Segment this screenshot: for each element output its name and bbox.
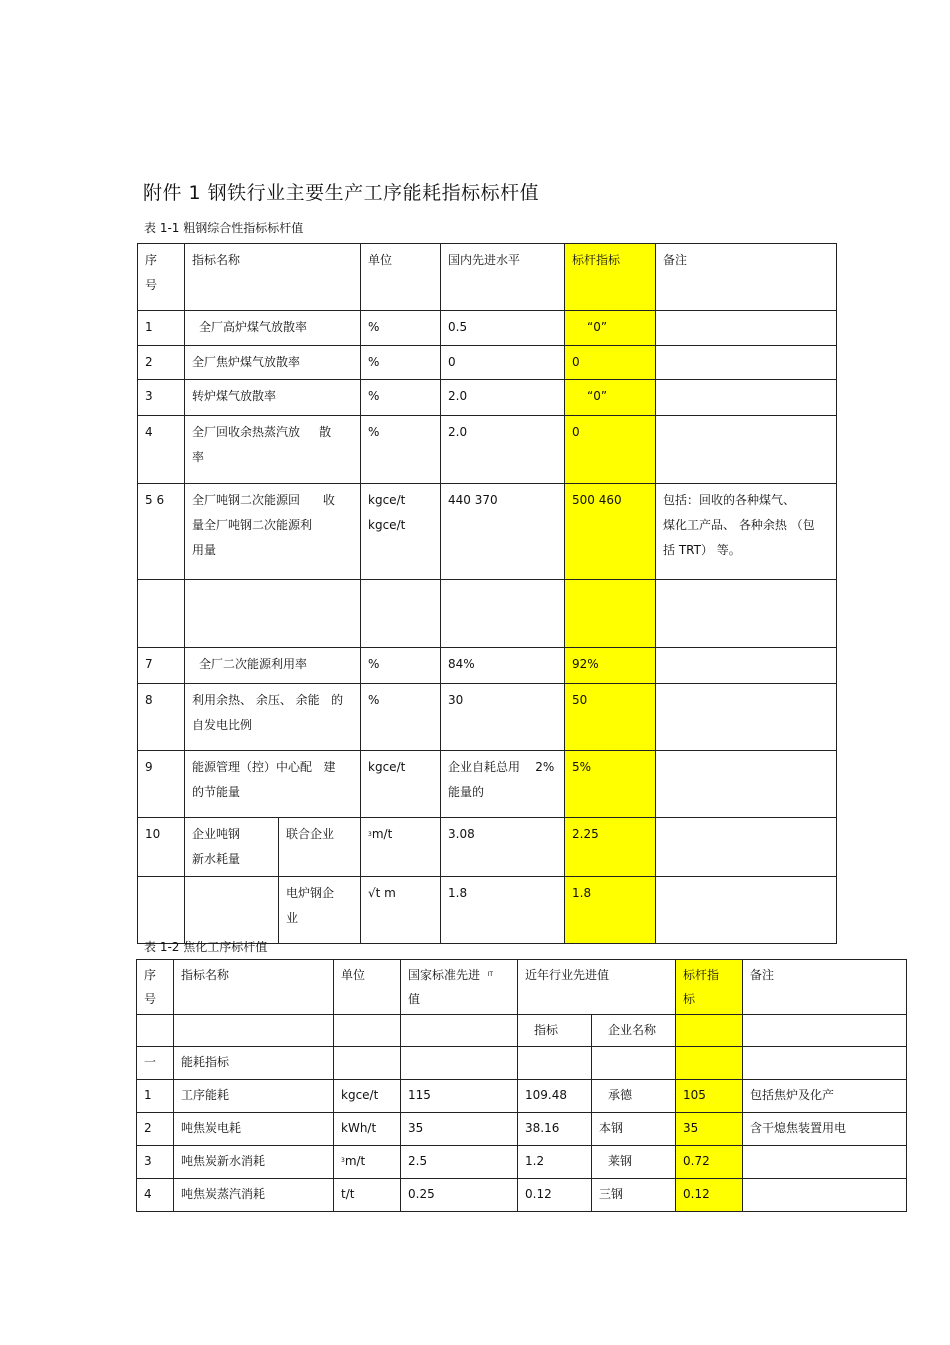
row-name: 全厂焦炉煤气放散率: [185, 346, 361, 380]
header-benchmark: 标杆指标: [565, 244, 656, 311]
header-seq: 序 号: [137, 960, 174, 1015]
row-seq: 9: [138, 751, 185, 818]
row-seq: 2: [137, 1113, 174, 1146]
row-seq: 7: [138, 648, 185, 684]
header-remark: 备注: [743, 960, 907, 1015]
row-benchmark: 0: [565, 416, 656, 484]
row-company: 承德: [592, 1080, 676, 1113]
row-remark: [656, 751, 837, 818]
row-national: 2.5: [401, 1146, 518, 1179]
row-name: [185, 877, 279, 944]
row-remark: [656, 416, 837, 484]
header-unit: 单位: [334, 960, 401, 1015]
row-seq: 3: [137, 1146, 174, 1179]
row-national: 0.25: [401, 1179, 518, 1212]
table-row: [137, 1113, 907, 1146]
row-seq: 5 6: [138, 484, 185, 580]
row-benchmark: “0”: [565, 380, 656, 416]
row-remark: 包括焦炉及化产: [743, 1080, 907, 1113]
row-indicator: 1.2: [518, 1146, 592, 1179]
header-recent: 近年行业先进值: [518, 960, 676, 1015]
table-row: [138, 380, 837, 416]
table-row: [137, 1080, 907, 1113]
row-unit: %: [361, 416, 441, 484]
row-seq: 4: [137, 1179, 174, 1212]
row-indicator: 0.12: [518, 1179, 592, 1212]
row-benchmark: 0.72: [676, 1146, 743, 1179]
row-unit: kgce/t: [334, 1080, 401, 1113]
row-domestic: 2.0: [441, 380, 565, 416]
row-remark: 包括：回收的各种煤气、 煤化工产品、 各种余热 （包 括 TRT） 等。: [656, 484, 837, 580]
row-remark: [743, 1179, 907, 1212]
table-row: [138, 684, 837, 751]
row-domestic: 2.0: [441, 416, 565, 484]
row-unit: kgce/t: [361, 751, 441, 818]
row-benchmark: 1.8: [565, 877, 656, 944]
row-unit: %: [361, 684, 441, 751]
row-unit: %: [361, 380, 441, 416]
table-row-empty: [138, 580, 837, 648]
row-remark: [656, 684, 837, 751]
row-benchmark: 5%: [565, 751, 656, 818]
row-remark: [656, 346, 837, 380]
header-remark: 备注: [656, 244, 837, 311]
header-benchmark: 标杆指 标: [676, 960, 743, 1015]
row-benchmark: [565, 580, 656, 648]
section-name: 能耗指标: [174, 1047, 334, 1080]
row-name: 全厂回收余热蒸汽放 散 率: [185, 416, 361, 484]
row-unit: $^3$m/t: [334, 1146, 401, 1179]
row-remark: [656, 311, 837, 346]
table-row: [137, 1146, 907, 1179]
header-unit: 单位: [361, 244, 441, 311]
row-name: 吨焦炭蒸汽消耗: [174, 1179, 334, 1212]
row-name: 全厂二次能源利用率: [185, 648, 361, 684]
row-seq: 8: [138, 684, 185, 751]
row-seq: 10: [138, 818, 185, 877]
row-name: 全厂高炉煤气放散率: [185, 311, 361, 346]
table-row: [138, 484, 837, 580]
row-national: 115: [401, 1080, 518, 1113]
row-benchmark: 2.25: [565, 818, 656, 877]
row-unit: %: [361, 346, 441, 380]
row-seq: 1: [137, 1080, 174, 1113]
row-domestic: 0.5: [441, 311, 565, 346]
row-seq: 4: [138, 416, 185, 484]
row-subtype: 电炉钢企 业: [279, 877, 361, 944]
row-indicator: 109.48: [518, 1080, 592, 1113]
header-name: 指标名称: [174, 960, 334, 1015]
table-row: [138, 877, 837, 944]
row-benchmark: 0: [565, 346, 656, 380]
header-seq: 序 号: [138, 244, 185, 311]
header-sub-company: 企业名称: [592, 1015, 676, 1047]
table2-header-row: [137, 960, 907, 1015]
row-name: 能源管理（控）中心配 建 的节能量: [185, 751, 361, 818]
row-seq: 1: [138, 311, 185, 346]
table1-caption: 表 1-1 粗钢综合性指标标杆值: [144, 221, 304, 235]
page-title: 附件 1 钢铁行业主要生产工序能耗指标标杆值: [143, 182, 540, 204]
table2-caption: 表 1-2 焦化工序标杆值: [144, 940, 268, 954]
row-domestic: 1.8: [441, 877, 565, 944]
row-remark: [656, 648, 837, 684]
row-name: 全厂吨钢二次能源回 收 量全厂吨钢二次能源利 用量: [185, 484, 361, 580]
table2-section-row: [137, 1047, 907, 1080]
row-unit: kgce/t kgce/t: [361, 484, 441, 580]
table-row: [137, 1179, 907, 1212]
row-name: 利用余热、 余压、 余能 的 自发电比例: [185, 684, 361, 751]
row-name: [185, 580, 361, 648]
row-remark: [656, 580, 837, 648]
row-remark: [656, 877, 837, 944]
row-benchmark: 105: [676, 1080, 743, 1113]
row-name: 吨焦炭电耗: [174, 1113, 334, 1146]
row-name: 转炉煤气放散率: [185, 380, 361, 416]
row-remark: [743, 1146, 907, 1179]
table2: [136, 959, 907, 1212]
row-indicator: 38.16: [518, 1113, 592, 1146]
row-domestic: 84%: [441, 648, 565, 684]
row-benchmark: 92%: [565, 648, 656, 684]
row-benchmark: 500 460: [565, 484, 656, 580]
table2-subheader-row: [137, 1015, 907, 1047]
row-unit: %: [361, 648, 441, 684]
header-national-note: IT: [487, 971, 494, 978]
table1: [137, 243, 837, 944]
row-domestic: 0: [441, 346, 565, 380]
row-remark: 含干熄焦装置用电: [743, 1113, 907, 1146]
row-company: 莱钢: [592, 1146, 676, 1179]
row-seq: 3: [138, 380, 185, 416]
row-subtype: 联合企业: [279, 818, 361, 877]
table-row: [138, 648, 837, 684]
row-domestic: 440 370: [441, 484, 565, 580]
row-seq: [138, 580, 185, 648]
row-unit: [361, 580, 441, 648]
row-name: 企业吨钢 新水耗量: [185, 818, 279, 877]
row-seq: 2: [138, 346, 185, 380]
row-remark: [656, 818, 837, 877]
row-company: 三钢: [592, 1179, 676, 1212]
row-benchmark: 0.12: [676, 1179, 743, 1212]
header-name: 指标名称: [185, 244, 361, 311]
row-national: 35: [401, 1113, 518, 1146]
table-row: [138, 311, 837, 346]
unit-superscript: 3: [341, 1157, 345, 1164]
unit-superscript: 3: [368, 831, 372, 838]
row-unit: $^3$m/t: [361, 818, 441, 877]
row-unit: %: [361, 311, 441, 346]
header-sub-indicator: 指标: [518, 1015, 592, 1047]
row-unit: kWh/t: [334, 1113, 401, 1146]
row-unit: t/t: [334, 1179, 401, 1212]
table-row: [138, 818, 837, 877]
table-row: [138, 346, 837, 380]
table-row: [138, 751, 837, 818]
row-domestic: [441, 580, 565, 648]
row-unit: √t m: [361, 877, 441, 944]
row-seq: [138, 877, 185, 944]
row-remark: [656, 380, 837, 416]
row-benchmark: 35: [676, 1113, 743, 1146]
table1-header-row: [138, 244, 837, 311]
row-name: 工序能耗: [174, 1080, 334, 1113]
section-seq: 一: [137, 1047, 174, 1080]
row-company: 本钢: [592, 1113, 676, 1146]
header-domestic: 国内先进水平: [441, 244, 565, 311]
table-row: [138, 416, 837, 484]
header-national: 国家标准先进 $^{IT}$ 值: [401, 960, 518, 1015]
row-benchmark: 50: [565, 684, 656, 751]
row-domestic: 3.08: [441, 818, 565, 877]
row-name: 吨焦炭新水消耗: [174, 1146, 334, 1179]
row-domestic: 30: [441, 684, 565, 751]
row-domestic: 企业自耗总用 2% 能量的: [441, 751, 565, 818]
row-benchmark: “0”: [565, 311, 656, 346]
